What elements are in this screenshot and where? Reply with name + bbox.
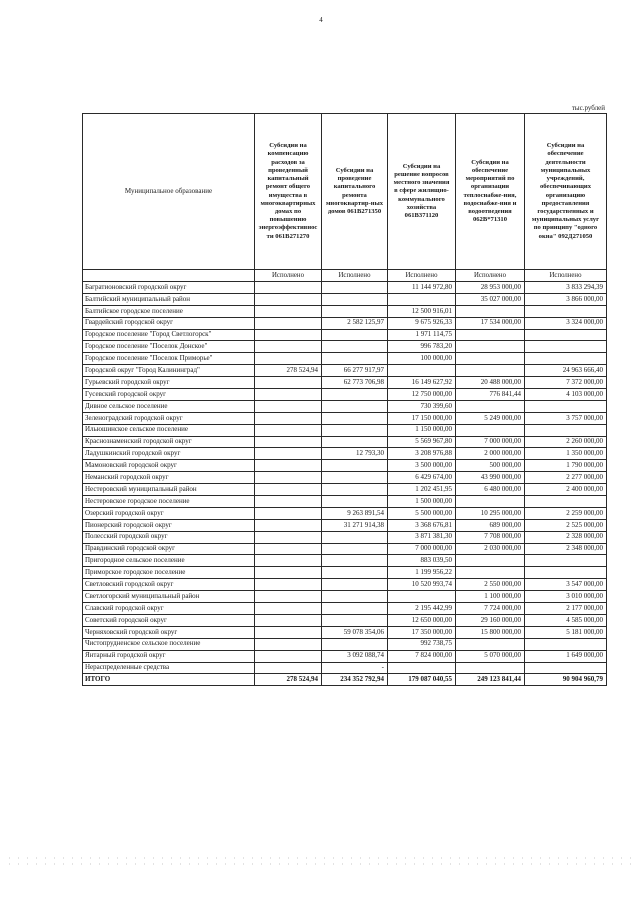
amount-cell: 35 027 000,00 bbox=[456, 293, 525, 305]
amount-cell bbox=[525, 400, 607, 412]
amount-cell bbox=[322, 579, 388, 591]
amount-cell bbox=[322, 389, 388, 401]
amount-cell bbox=[525, 305, 607, 317]
amount-cell bbox=[322, 567, 388, 579]
table-row bbox=[83, 484, 607, 496]
amount-cell: 179 087 040,55 bbox=[388, 674, 456, 686]
page-number: 4 bbox=[319, 16, 323, 24]
amount-cell bbox=[255, 305, 322, 317]
amount-cell bbox=[456, 341, 525, 353]
table-row bbox=[83, 460, 607, 472]
amount-cell bbox=[322, 293, 388, 305]
municipality-name: Гусевский городской округ bbox=[83, 389, 255, 401]
municipality-name: Пионерский городской округ bbox=[83, 519, 255, 531]
municipality-name: Дивное сельское поселение bbox=[83, 400, 255, 412]
municipality-name: Светловский городской округ bbox=[83, 579, 255, 591]
amount-cell bbox=[456, 662, 525, 674]
amount-cell: 7 708 000,00 bbox=[456, 531, 525, 543]
table-header-row bbox=[83, 114, 607, 270]
amount-cell: 17 534 000,00 bbox=[456, 317, 525, 329]
municipality-name: Черняховский городской округ bbox=[83, 626, 255, 638]
amount-cell: 2 259 000,00 bbox=[525, 507, 607, 519]
municipality-name: Ильюшинское сельское поселение bbox=[83, 424, 255, 436]
amount-cell: 17 350 000,00 bbox=[388, 626, 456, 638]
amount-cell bbox=[322, 353, 388, 365]
municipality-name: Советский городской округ bbox=[83, 614, 255, 626]
amount-cell: 2 000 000,00 bbox=[456, 448, 525, 460]
municipality-name: Чистопрудненское сельское поселение bbox=[83, 638, 255, 650]
table-row bbox=[83, 650, 607, 662]
table-row bbox=[83, 412, 607, 424]
subheader-cell: Исполнено bbox=[525, 270, 607, 282]
municipality-name: Ладушкинский городской округ bbox=[83, 448, 255, 460]
amount-cell bbox=[322, 555, 388, 567]
amount-cell: 2 550 000,00 bbox=[456, 579, 525, 591]
amount-cell: 17 150 000,00 bbox=[388, 412, 456, 424]
amount-cell bbox=[322, 614, 388, 626]
municipality-name: Городской округ "Город Калининград" bbox=[83, 365, 255, 377]
amount-cell bbox=[456, 496, 525, 508]
subheader-cell: Исполнено bbox=[255, 270, 322, 282]
amount-cell bbox=[388, 591, 456, 603]
amount-cell bbox=[456, 638, 525, 650]
amount-cell: 5 500 000,00 bbox=[388, 507, 456, 519]
amount-cell: 100 000,00 bbox=[388, 353, 456, 365]
amount-cell bbox=[255, 555, 322, 567]
table-row bbox=[83, 496, 607, 508]
amount-cell bbox=[525, 329, 607, 341]
amount-cell: 10 520 993,74 bbox=[388, 579, 456, 591]
amount-cell: 2 277 000,00 bbox=[525, 472, 607, 484]
header-col-3: Субсидии на решение вопросов местного значения в сфере жилищно-коммунального хозяйства 061В371120 bbox=[388, 114, 456, 270]
amount-cell bbox=[255, 579, 322, 591]
table-row bbox=[83, 579, 607, 591]
amount-cell: 3 500 000,00 bbox=[388, 460, 456, 472]
municipality-name: Краснознаменский городской округ bbox=[83, 436, 255, 448]
amount-cell: 249 123 841,44 bbox=[456, 674, 525, 686]
amount-cell: 992 738,75 bbox=[388, 638, 456, 650]
amount-cell: 278 524,94 bbox=[255, 365, 322, 377]
amount-cell bbox=[322, 496, 388, 508]
amount-cell: 9 675 926,33 bbox=[388, 317, 456, 329]
amount-cell: 20 488 000,00 bbox=[456, 377, 525, 389]
amount-cell bbox=[255, 448, 322, 460]
amount-cell: 2 260 000,00 bbox=[525, 436, 607, 448]
amount-cell: 90 904 960,79 bbox=[525, 674, 607, 686]
amount-cell: 66 277 917,97 bbox=[322, 365, 388, 377]
amount-cell: 16 149 627,92 bbox=[388, 377, 456, 389]
subheader-row bbox=[83, 270, 607, 282]
amount-cell: 2 348 000,00 bbox=[525, 543, 607, 555]
amount-cell bbox=[255, 662, 322, 674]
amount-cell bbox=[322, 460, 388, 472]
table-row bbox=[83, 507, 607, 519]
table-row bbox=[83, 305, 607, 317]
amount-cell bbox=[322, 436, 388, 448]
amount-cell: 996 783,20 bbox=[388, 341, 456, 353]
table-row bbox=[83, 282, 607, 294]
header-col-5: Субсидии на обеспечение деятельности муниципальных учреждений, обеспечивающих организацию предоставления государственных и муниципальных услуг по принципу "одного окна" 092Д271050 bbox=[525, 114, 607, 270]
amount-cell: 1 350 000,00 bbox=[525, 448, 607, 460]
municipality-name: Балтийское городское поселение bbox=[83, 305, 255, 317]
amount-cell bbox=[255, 626, 322, 638]
municipality-name: Славский городской округ bbox=[83, 603, 255, 615]
amount-cell: 1 971 114,75 bbox=[388, 329, 456, 341]
amount-cell bbox=[322, 329, 388, 341]
amount-cell bbox=[525, 638, 607, 650]
amount-cell bbox=[322, 282, 388, 294]
amount-cell bbox=[456, 555, 525, 567]
amount-cell bbox=[322, 341, 388, 353]
amount-cell: 3 092 088,74 bbox=[322, 650, 388, 662]
amount-cell bbox=[255, 519, 322, 531]
amount-cell bbox=[322, 591, 388, 603]
table-row bbox=[83, 638, 607, 650]
amount-cell: 883 039,50 bbox=[388, 555, 456, 567]
amount-cell bbox=[255, 389, 322, 401]
amount-cell: 3 871 381,30 bbox=[388, 531, 456, 543]
municipality-name: Городское поселение "Поселок Приморье" bbox=[83, 353, 255, 365]
amount-cell: 3 368 676,81 bbox=[388, 519, 456, 531]
table-row bbox=[83, 341, 607, 353]
table-row bbox=[83, 317, 607, 329]
subsidy-table bbox=[82, 113, 607, 686]
amount-cell: 1 150 000,00 bbox=[388, 424, 456, 436]
amount-cell: 2 400 000,00 bbox=[525, 484, 607, 496]
units-label: тыс.рублей bbox=[571, 104, 605, 112]
amount-cell: 4 103 000,00 bbox=[525, 389, 607, 401]
amount-cell: 3 833 294,39 bbox=[525, 282, 607, 294]
amount-cell: 2 525 000,00 bbox=[525, 519, 607, 531]
table-row bbox=[83, 389, 607, 401]
amount-cell bbox=[525, 567, 607, 579]
amount-cell: 3 010 000,00 bbox=[525, 591, 607, 603]
header-col-2: Субсидии на проведение капитального ремонта многоквартир-ных домов 061В271350 bbox=[322, 114, 388, 270]
amount-cell bbox=[255, 567, 322, 579]
amount-cell: 1 100 000,00 bbox=[456, 591, 525, 603]
municipality-name: Неманский городской округ bbox=[83, 472, 255, 484]
amount-cell: 776 841,44 bbox=[456, 389, 525, 401]
municipality-name: Светлогорский муниципальный район bbox=[83, 591, 255, 603]
table-row bbox=[83, 567, 607, 579]
municipality-name: Озерский городской округ bbox=[83, 507, 255, 519]
amount-cell: 11 144 972,80 bbox=[388, 282, 456, 294]
amount-cell: 29 160 000,00 bbox=[456, 614, 525, 626]
amount-cell: 5 070 000,00 bbox=[456, 650, 525, 662]
amount-cell bbox=[322, 400, 388, 412]
amount-cell: 5 569 967,80 bbox=[388, 436, 456, 448]
amount-cell: 6 429 674,00 bbox=[388, 472, 456, 484]
amount-cell bbox=[255, 400, 322, 412]
subheader-cell: Исполнено bbox=[456, 270, 525, 282]
amount-cell bbox=[322, 638, 388, 650]
header-col-1: Субсидии на компенсацию расходов за проведенный капитальный ремонт общего имущества в многоквартирных домах по повышению энергоэффективнос ти 061В271270 bbox=[255, 114, 322, 270]
amount-cell bbox=[255, 484, 322, 496]
amount-cell bbox=[255, 412, 322, 424]
subheader-empty bbox=[83, 270, 255, 282]
amount-cell: 7 000 000,00 bbox=[456, 436, 525, 448]
amount-cell bbox=[255, 460, 322, 472]
amount-cell: 15 800 000,00 bbox=[456, 626, 525, 638]
amount-cell bbox=[255, 650, 322, 662]
table-row bbox=[83, 377, 607, 389]
amount-cell bbox=[322, 424, 388, 436]
amount-cell bbox=[525, 662, 607, 674]
municipality-name: Городское поселение "Город Светлогорск" bbox=[83, 329, 255, 341]
amount-cell bbox=[388, 293, 456, 305]
municipality-name: Городское поселение "Поселок Донское" bbox=[83, 341, 255, 353]
municipality-name: Приморское городское поселение bbox=[83, 567, 255, 579]
municipality-name: ИТОГО bbox=[83, 674, 255, 686]
amount-cell: 12 750 000,00 bbox=[388, 389, 456, 401]
header-col-4: Субсидии на обеспечение мероприятий по организации теплоснабже-ния, водоснабже-ния и водоотведения 062В*71310 bbox=[456, 114, 525, 270]
amount-cell: 2 582 125,97 bbox=[322, 317, 388, 329]
amount-cell bbox=[322, 412, 388, 424]
amount-cell: 28 953 000,00 bbox=[456, 282, 525, 294]
amount-cell bbox=[255, 329, 322, 341]
table-row bbox=[83, 400, 607, 412]
amount-cell: 2 195 442,99 bbox=[388, 603, 456, 615]
table-row bbox=[83, 365, 607, 377]
amount-cell bbox=[525, 353, 607, 365]
amount-cell bbox=[255, 341, 322, 353]
amount-cell bbox=[255, 317, 322, 329]
amount-cell: 1 649 000,00 bbox=[525, 650, 607, 662]
amount-cell bbox=[456, 353, 525, 365]
municipality-name: Нестеровский муниципальный район bbox=[83, 484, 255, 496]
amount-cell bbox=[322, 543, 388, 555]
table-row bbox=[83, 614, 607, 626]
header-municipality: Муниципальное образование bbox=[83, 114, 255, 270]
amount-cell: 5 181 000,00 bbox=[525, 626, 607, 638]
amount-cell: 31 271 914,38 bbox=[322, 519, 388, 531]
table-row bbox=[83, 662, 607, 674]
amount-cell: 43 990 000,00 bbox=[456, 472, 525, 484]
amount-cell: 3 324 000,00 bbox=[525, 317, 607, 329]
municipality-name: Гурьевский городской округ bbox=[83, 377, 255, 389]
amount-cell bbox=[388, 662, 456, 674]
amount-cell bbox=[322, 531, 388, 543]
amount-cell: 5 249 000,00 bbox=[456, 412, 525, 424]
amount-cell bbox=[322, 305, 388, 317]
amount-cell: 7 724 000,00 bbox=[456, 603, 525, 615]
amount-cell bbox=[322, 603, 388, 615]
amount-cell: 12 793,30 bbox=[322, 448, 388, 460]
subheader-cell: Исполнено bbox=[388, 270, 456, 282]
table-row bbox=[83, 591, 607, 603]
amount-cell: 3 757 000,00 bbox=[525, 412, 607, 424]
amount-cell bbox=[255, 496, 322, 508]
amount-cell: 24 963 666,40 bbox=[525, 365, 607, 377]
municipality-name: Нераспределенные средства bbox=[83, 662, 255, 674]
municipality-name: Зеленоградский городской округ bbox=[83, 412, 255, 424]
municipality-name: Пригородное сельское поселение bbox=[83, 555, 255, 567]
municipality-name: Янтарный городской округ bbox=[83, 650, 255, 662]
municipality-name: Багратионовский городской округ bbox=[83, 282, 255, 294]
amount-cell bbox=[456, 400, 525, 412]
amount-cell: 689 000,00 bbox=[456, 519, 525, 531]
table-row bbox=[83, 436, 607, 448]
amount-cell: 234 352 792,94 bbox=[322, 674, 388, 686]
amount-cell: 7 000 000,00 bbox=[388, 543, 456, 555]
amount-cell bbox=[322, 472, 388, 484]
amount-cell bbox=[255, 353, 322, 365]
amount-cell: 730 399,60 bbox=[388, 400, 456, 412]
amount-cell bbox=[456, 305, 525, 317]
municipality-name: Мамоновский городской округ bbox=[83, 460, 255, 472]
amount-cell: 500 000,00 bbox=[456, 460, 525, 472]
amount-cell: 3 547 000,00 bbox=[525, 579, 607, 591]
amount-cell: 1 199 956,22 bbox=[388, 567, 456, 579]
amount-cell bbox=[255, 591, 322, 603]
scan-noise bbox=[5, 855, 635, 867]
amount-cell: 10 295 000,00 bbox=[456, 507, 525, 519]
municipality-name: Нестеровское городское поселение bbox=[83, 496, 255, 508]
amount-cell bbox=[255, 424, 322, 436]
amount-cell: 3 208 976,88 bbox=[388, 448, 456, 460]
municipality-name: Балтийский муниципальный район bbox=[83, 293, 255, 305]
amount-cell bbox=[255, 377, 322, 389]
amount-cell bbox=[525, 496, 607, 508]
amount-cell: 7 372 000,00 bbox=[525, 377, 607, 389]
amount-cell: 2 177 000,00 bbox=[525, 603, 607, 615]
amount-cell: 62 773 706,98 bbox=[322, 377, 388, 389]
amount-cell bbox=[255, 531, 322, 543]
amount-cell: 1 202 451,95 bbox=[388, 484, 456, 496]
amount-cell: 1 500 000,00 bbox=[388, 496, 456, 508]
amount-cell: 4 585 000,00 bbox=[525, 614, 607, 626]
amount-cell: 6 480 000,00 bbox=[456, 484, 525, 496]
table-row bbox=[83, 448, 607, 460]
table-row bbox=[83, 472, 607, 484]
municipality-name: Правдинский городской округ bbox=[83, 543, 255, 555]
amount-cell bbox=[456, 329, 525, 341]
table-row bbox=[83, 603, 607, 615]
amount-cell bbox=[525, 341, 607, 353]
table-row bbox=[83, 293, 607, 305]
amount-cell: 2 328 000,00 bbox=[525, 531, 607, 543]
amount-cell: 12 500 916,01 bbox=[388, 305, 456, 317]
amount-cell bbox=[255, 638, 322, 650]
amount-cell bbox=[255, 507, 322, 519]
table-row bbox=[83, 329, 607, 341]
amount-cell bbox=[525, 555, 607, 567]
table-row bbox=[83, 543, 607, 555]
amount-cell bbox=[322, 484, 388, 496]
amount-cell bbox=[255, 472, 322, 484]
amount-cell: 7 824 000,00 bbox=[388, 650, 456, 662]
amount-cell: 2 030 000,00 bbox=[456, 543, 525, 555]
amount-cell bbox=[456, 424, 525, 436]
amount-cell bbox=[255, 543, 322, 555]
amount-cell: 278 524,94 bbox=[255, 674, 322, 686]
subheader-cell: Исполнено bbox=[322, 270, 388, 282]
amount-cell: - bbox=[322, 662, 388, 674]
amount-cell bbox=[456, 365, 525, 377]
amount-cell bbox=[255, 614, 322, 626]
table-row bbox=[83, 353, 607, 365]
table-row bbox=[83, 531, 607, 543]
table-row bbox=[83, 519, 607, 531]
amount-cell bbox=[456, 567, 525, 579]
total-row bbox=[83, 674, 607, 686]
amount-cell: 59 078 354,06 bbox=[322, 626, 388, 638]
municipality-name: Гвардейский городской округ bbox=[83, 317, 255, 329]
amount-cell bbox=[255, 436, 322, 448]
amount-cell bbox=[525, 424, 607, 436]
table-row bbox=[83, 626, 607, 638]
amount-cell bbox=[388, 365, 456, 377]
amount-cell: 12 650 000,00 bbox=[388, 614, 456, 626]
table-row bbox=[83, 424, 607, 436]
amount-cell: 9 263 891,54 bbox=[322, 507, 388, 519]
table-row bbox=[83, 555, 607, 567]
amount-cell: 3 866 000,00 bbox=[525, 293, 607, 305]
amount-cell bbox=[255, 603, 322, 615]
amount-cell bbox=[255, 282, 322, 294]
amount-cell: 1 790 000,00 bbox=[525, 460, 607, 472]
amount-cell bbox=[255, 293, 322, 305]
municipality-name: Полесский городской округ bbox=[83, 531, 255, 543]
